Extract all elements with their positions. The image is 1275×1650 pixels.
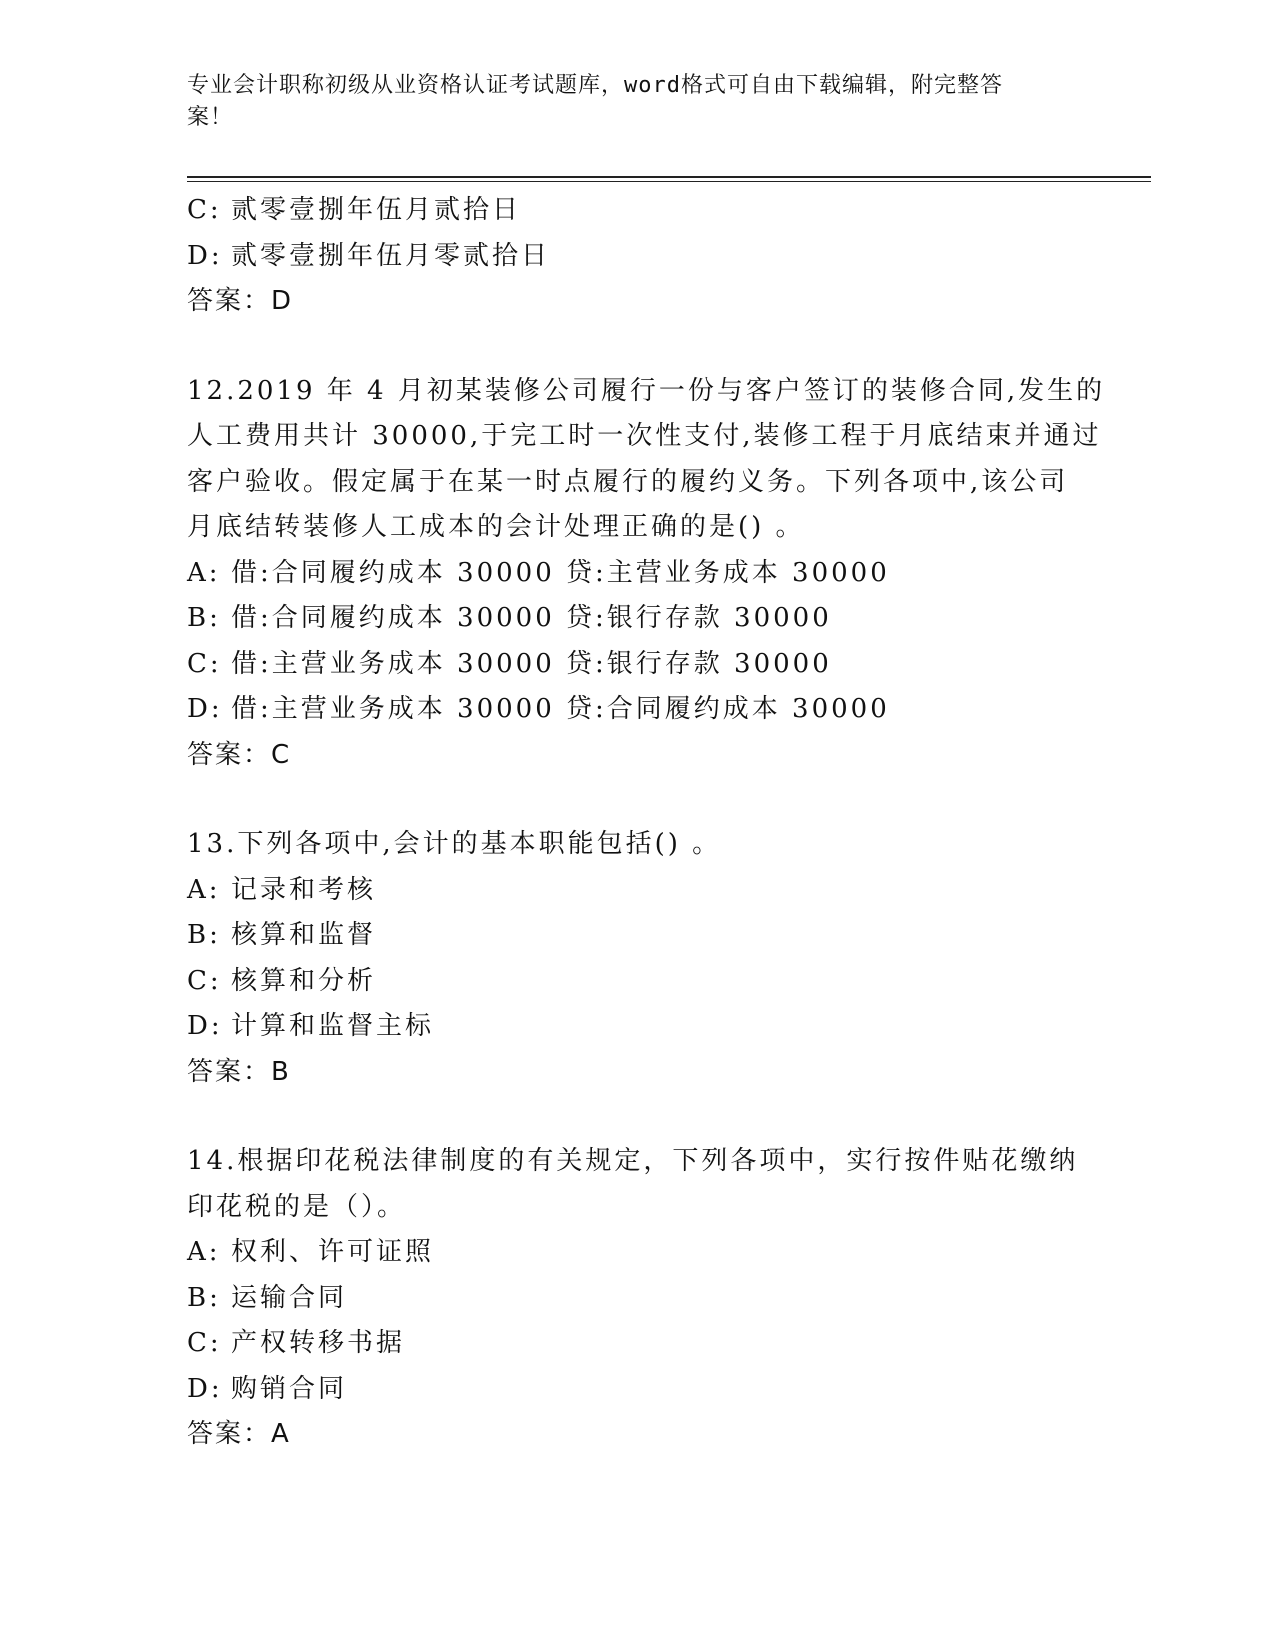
question-stem-line: 13.下列各项中,会计的基本职能包括() 。 xyxy=(187,829,722,859)
header-line-1: 专业会计职称初级从业资格认证考试题库，word格式可自由下载编辑，附完整答 xyxy=(187,73,1003,98)
answer-line: 答案：B xyxy=(187,1056,291,1087)
question-list xyxy=(187,188,1106,1458)
option-b xyxy=(187,596,1087,642)
option-c xyxy=(187,642,1087,688)
option-key: C: xyxy=(187,195,222,225)
option-key: B: xyxy=(187,920,221,950)
question-continued xyxy=(187,188,1087,325)
option-key: B: xyxy=(187,603,221,633)
question-14 xyxy=(187,1139,1087,1458)
option-text: 贰零壹捌年伍月贰拾日 xyxy=(231,195,522,225)
question-stem-line: 印花税的是（）。 xyxy=(187,1191,407,1222)
option-text: 借:合同履约成本 30000 贷:主营业务成本 30000 xyxy=(231,557,890,588)
spacer xyxy=(187,325,1087,369)
option-d xyxy=(187,1367,1087,1413)
header-divider-thick xyxy=(187,176,1151,178)
option-text: 借:合同履约成本 30000 贷:银行存款 30000 xyxy=(231,603,832,633)
option-key: D: xyxy=(187,1373,223,1404)
option-key: C: xyxy=(187,1328,222,1358)
option-text: 借:主营业务成本 30000 贷:合同履约成本 30000 xyxy=(231,694,890,724)
option-d xyxy=(187,234,1087,280)
option-key: D: xyxy=(187,1011,223,1041)
question-stem-line: 月底结转装修人工成本的会计处理正确的是() 。 xyxy=(187,512,805,542)
option-b xyxy=(187,1276,1087,1322)
option-key: C: xyxy=(187,648,222,679)
option-text: 核算和分析 xyxy=(231,965,377,996)
answer-line: 答案：D xyxy=(187,286,294,316)
option-text: 记录和考核 xyxy=(231,874,377,905)
option-key: A: xyxy=(187,1237,221,1267)
question-12 xyxy=(187,369,1106,779)
document-header xyxy=(187,70,1067,134)
spacer xyxy=(187,778,1087,822)
option-text: 购销合同 xyxy=(231,1373,348,1404)
option-key: D: xyxy=(187,240,223,271)
option-a xyxy=(187,868,1087,914)
answer-line: 答案：C xyxy=(187,739,292,770)
option-d xyxy=(187,687,1087,733)
option-key: D: xyxy=(187,694,223,724)
option-text: 产权转移书据 xyxy=(231,1328,406,1358)
question-13 xyxy=(187,822,1087,1095)
option-text: 借:主营业务成本 30000 贷:银行存款 30000 xyxy=(231,648,832,679)
option-key: A: xyxy=(187,557,221,588)
option-text: 核算和监督 xyxy=(231,920,377,950)
option-text: 计算和监督主标 xyxy=(231,1011,435,1041)
option-d xyxy=(187,1004,1087,1050)
question-stem-line: 客户验收。假定属于在某一时点履行的履约义务。下列各项中,该公司 xyxy=(187,466,1069,497)
option-c xyxy=(187,188,1087,234)
spacer xyxy=(187,1095,1087,1139)
option-c xyxy=(187,959,1087,1005)
answer-line: 答案：A xyxy=(187,1419,291,1449)
option-key: A: xyxy=(187,874,221,905)
header-line-2: 案！ xyxy=(187,105,234,130)
header-divider-thin xyxy=(187,181,1151,182)
option-text: 运输合同 xyxy=(231,1282,348,1313)
option-key: C: xyxy=(187,965,222,996)
question-stem-line: 12.2019 年 4 月初某装修公司履行一份与客户签订的装修合同,发生的 xyxy=(187,375,1106,406)
option-text: 权利、许可证照 xyxy=(231,1237,435,1267)
option-c xyxy=(187,1321,1087,1367)
option-a xyxy=(187,1230,1087,1276)
option-b xyxy=(187,913,1087,959)
option-text: 贰零壹捌年伍月零贰拾日 xyxy=(231,240,551,271)
option-a xyxy=(187,551,1087,597)
question-stem-line: 14.根据印花税法律制度的有关规定，下列各项中，实行按件贴花缴纳 xyxy=(187,1146,1079,1176)
question-stem-line: 人工费用共计 30000,于完工时一次性支付,装修工程于月底结束并通过 xyxy=(187,421,1102,451)
option-key: B: xyxy=(187,1282,221,1313)
